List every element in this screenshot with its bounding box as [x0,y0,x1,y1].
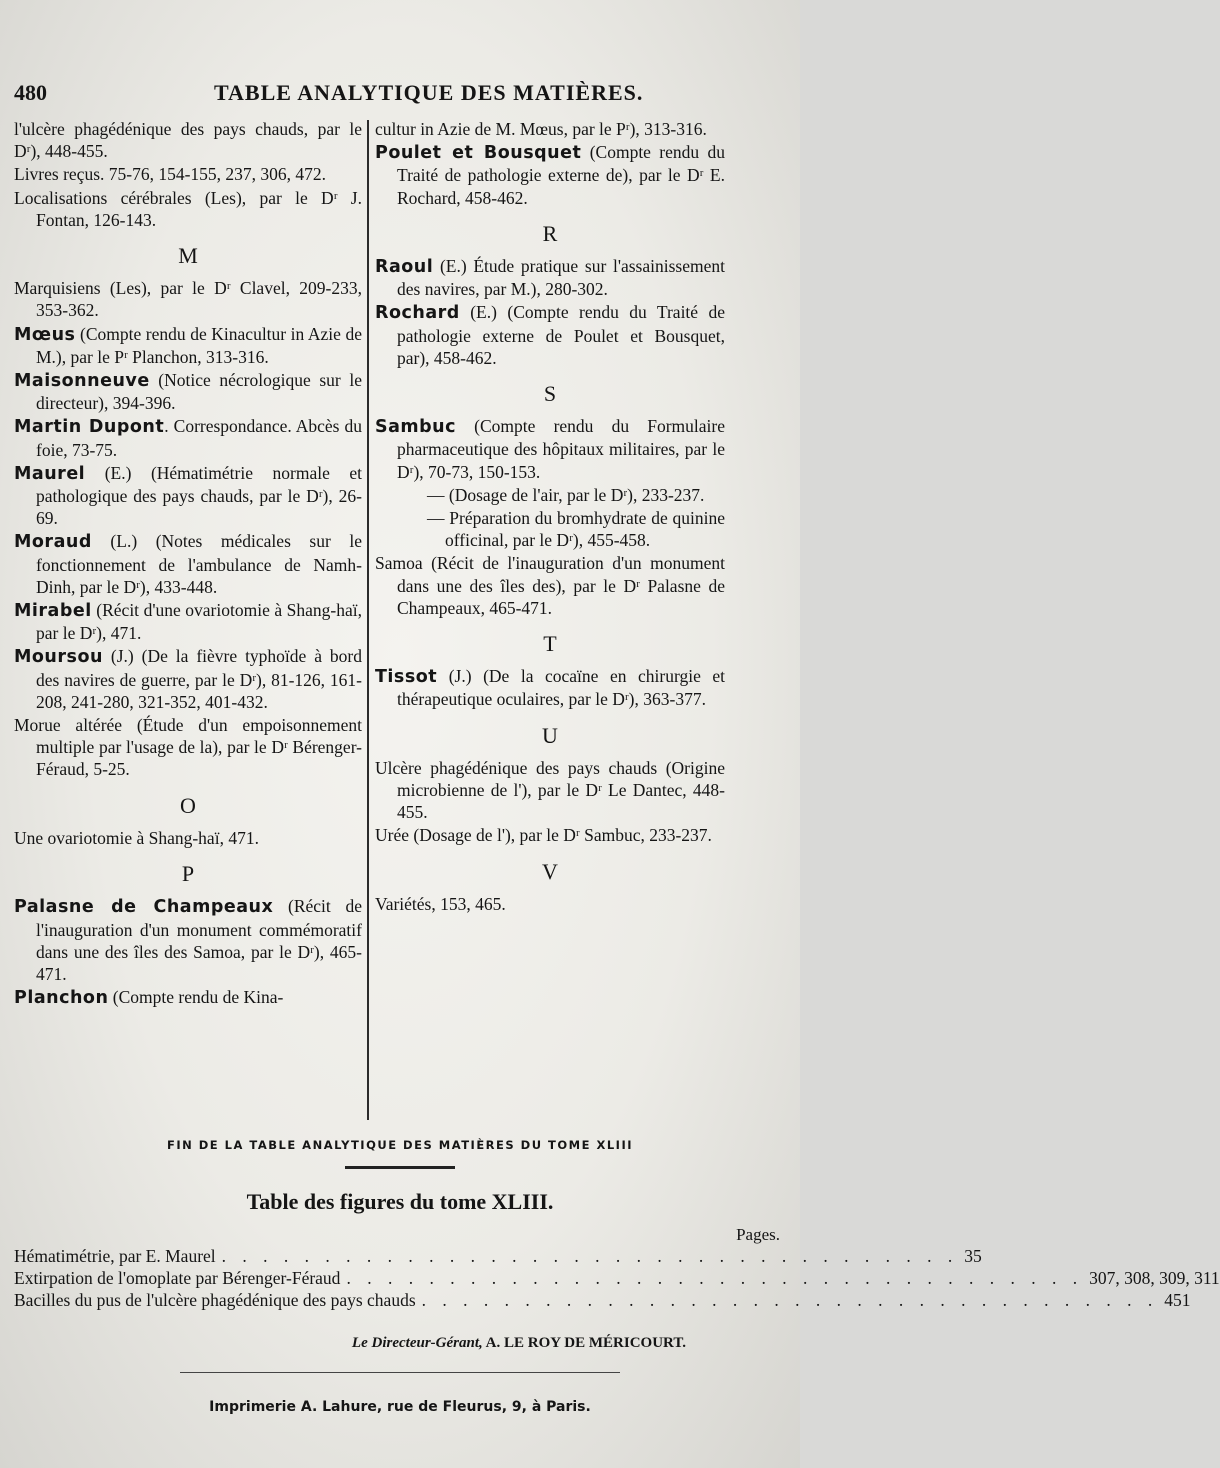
entry-text: Urée (Dosage de l'), par le Dʳ Sambuc, 233-237. [375,825,712,846]
index-letter-heading: S [543,381,557,407]
entry-text: — (Dosage de l'air, par le Dʳ), 233-237. [427,484,705,505]
pages-heading: Pages. [736,1225,780,1244]
leader-dots: . . . . . . . . . . . . . . . . . . . . . . . . . . . . . . . . . . . . [421,1290,1159,1310]
index-column-right [375,118,725,916]
index-letter-heading: R [542,220,558,246]
index-entry [14,369,362,414]
index-entry [14,827,362,849]
entry-text: (Récit de l'inauguration d'un monument commémoratif dans une des îles des Samoa, par le Dʳ), 465-471. [36,896,362,984]
director-name: A. LE ROY DE MÉRICOURT. [485,1335,686,1351]
printer-line: Imprimerie A. Lahure, rue de Fleurus, 9, à Paris. [209,1399,591,1415]
entry-text: cultur in Azie de M. Mœus, par le Pʳ), 313-316. [375,119,707,139]
index-entry [14,895,362,985]
index-entry [14,163,362,185]
entry-text: . Correspondance. Abcès du foie, 73-75. [36,416,362,460]
index-letter-heading: O [180,792,196,818]
entry-text: (Compte rendu de Kinacultur in Azie de M.), par le Pʳ Planchon, 313-316. [36,323,362,367]
entry-text: Variétés, 153, 465. [375,893,506,914]
figure-label: Hématimétrie, par E. Maurel [14,1246,216,1266]
leader-dots: . . . . . . . . . . . . . . . . . . . . . . . . . . . . . . . . . . . . [221,1246,959,1266]
index-entry [375,665,725,710]
page-header [14,80,786,110]
figure-row [14,1289,1191,1311]
entry-name: Palasne de Champeaux [14,897,274,918]
entry-name: Maisonneuve [14,371,150,392]
index-entry [14,323,362,368]
entry-name: Moraud [14,532,92,553]
index-entry [14,187,362,231]
index-letter-heading: M [178,243,198,269]
entry-name: Raoul [375,257,434,278]
entry-text: (E.) Étude pratique sur l'assainissement des navires, par M.), 280-302. [397,256,725,300]
entry-text: Marquisiens (Les), par le Dʳ Clavel, 209-233, 353-362. [14,278,362,321]
index-entry [375,824,725,846]
entry-text: Une ovariotomie à Shang-haï, 471. [14,827,259,848]
entry-text: (Compte rendu du Formulaire pharmaceutique des hôpitaux militaires, par le Dʳ), 70-73, 150-153. [397,416,725,482]
index-letter-heading: U [542,722,558,748]
index-entry [375,415,725,483]
index-entry [375,552,725,619]
index-entry [375,757,725,824]
index-letter-heading: V [542,858,558,884]
entry-name: Poulet et Bousquet [375,143,582,164]
leader-dots: . . . . . . . . . . . . . . . . . . . . . . . . . . . . . . . . . . . . [346,1268,1084,1288]
entry-text: (Récit d'une ovariotomie à Shang-haï, par le Dʳ), 471. [36,600,362,644]
index-entry [14,986,362,1009]
entry-text: — Préparation du bromhydrate de quinine officinal, par le Dʳ), 455-458. [427,508,725,551]
page-number: 480 [14,80,47,105]
entry-name: Moursou [14,647,103,668]
entry-text: (Notice nécrologique sur le directeur), 394-396. [36,370,362,414]
index-entry [375,118,725,140]
entry-name: Mirabel [14,601,92,622]
director-signature [14,1335,786,1352]
index-entry [375,141,725,209]
index-entry [14,599,362,644]
index-entry [14,714,362,781]
entry-text: (J.) (De la cocaïne en chirurgie et thérapeutique oculaires, par le Dʳ), 363-377. [397,666,725,710]
index-entry [14,277,362,321]
entry-name: Maurel [14,463,86,484]
figure-row [14,1245,982,1267]
entry-text: (L.) (Notes médicales sur le fonctionnement de l'ambulance de Namh-Dinh, par le Dʳ), 433-448. [36,531,362,597]
index-entry [14,462,362,530]
entry-name: Tissot [375,667,438,688]
entry-name: Mœus [14,324,76,345]
figure-row [14,1267,1220,1289]
entry-text: (J.) (De la fièvre typhoïde à bord des navires de guerre, par le Dʳ), 81-126, 161-208, 241-280, 321-352, 401-432. [36,646,362,712]
figures-table-title: Table des figures du tome XLIII. [246,1189,554,1214]
entry-text: Morue altérée (Étude d'un empoisonnement multiple par l'usage de la), par le Dʳ Bérenger-Féraud, 5-25. [14,715,362,780]
index-entry [14,645,362,713]
index-entry [14,530,362,598]
entry-text: l'ulcère phagédénique des pays chauds, par le Dʳ), 448-455. [14,119,362,162]
entry-text: (Compte rendu de Kina- [108,987,284,1008]
index-entry [385,484,725,506]
index-column-left [14,118,362,1010]
entry-text: Localisations cérébrales (Les), par le Dʳ J. Fontan, 126-143. [14,187,362,230]
section-rule [345,1166,455,1169]
running-title: TABLE ANALYTIQUE DES MATIÈRES. [214,80,644,105]
column-divider [367,120,369,1120]
figure-pages: 35 [964,1246,982,1266]
printer-rule [180,1372,620,1373]
entry-name: Planchon [14,988,109,1009]
index-entry [375,893,725,915]
entry-text: (E.) (Hématimétrie normale et pathologique des pays chauds, par le Dʳ), 26-69. [36,462,362,529]
end-of-index-note: FIN DE LA TABLE ANALYTIQUE DES MATIÈRES DU TOME XLIII [166,1138,634,1152]
entry-text: Samoa (Récit de l'inauguration d'un monument dans une des îles des), par le Dʳ Palasne de Champeaux, 465-471. [375,553,725,618]
entry-name: Sambuc [375,417,457,438]
entry-text: (Compte rendu du Traité de pathologie externe de), par le Dʳ E. Rochard, 458-462. [397,142,725,208]
figure-label: Bacilles du pus de l'ulcère phagédénique des pays chauds [14,1290,416,1310]
director-role: Le Directeur-Gérant, [351,1335,483,1351]
index-entry [14,415,362,460]
figure-pages: 307, 308, 309, 311 [1089,1268,1220,1288]
figures-list [14,1245,1220,1311]
index-entry [375,301,725,369]
figure-label: Extirpation de l'omoplate par Bérenger-Féraud [14,1268,341,1288]
entry-text: (E.) (Compte rendu du Traité de pathologie externe de Poulet et Bousquet, par), 458-462. [397,302,725,368]
entry-text: Ulcère phagédénique des pays chauds (Origine microbienne de l'), par le Dʳ Le Dantec, 448-455. [375,757,725,823]
entry-text: Livres reçus. 75-76, 154-155, 237, 306, 472. [14,164,327,185]
page-footer [14,1138,1220,1415]
entry-name: Rochard [375,303,460,324]
index-letter-heading: P [181,861,195,887]
index-entry [14,118,362,162]
entry-name: Martin Dupont [14,417,165,438]
index-letter-heading: T [543,631,557,657]
index-entry [385,507,725,551]
figure-pages: 451 [1164,1290,1191,1310]
index-entry [375,255,725,300]
